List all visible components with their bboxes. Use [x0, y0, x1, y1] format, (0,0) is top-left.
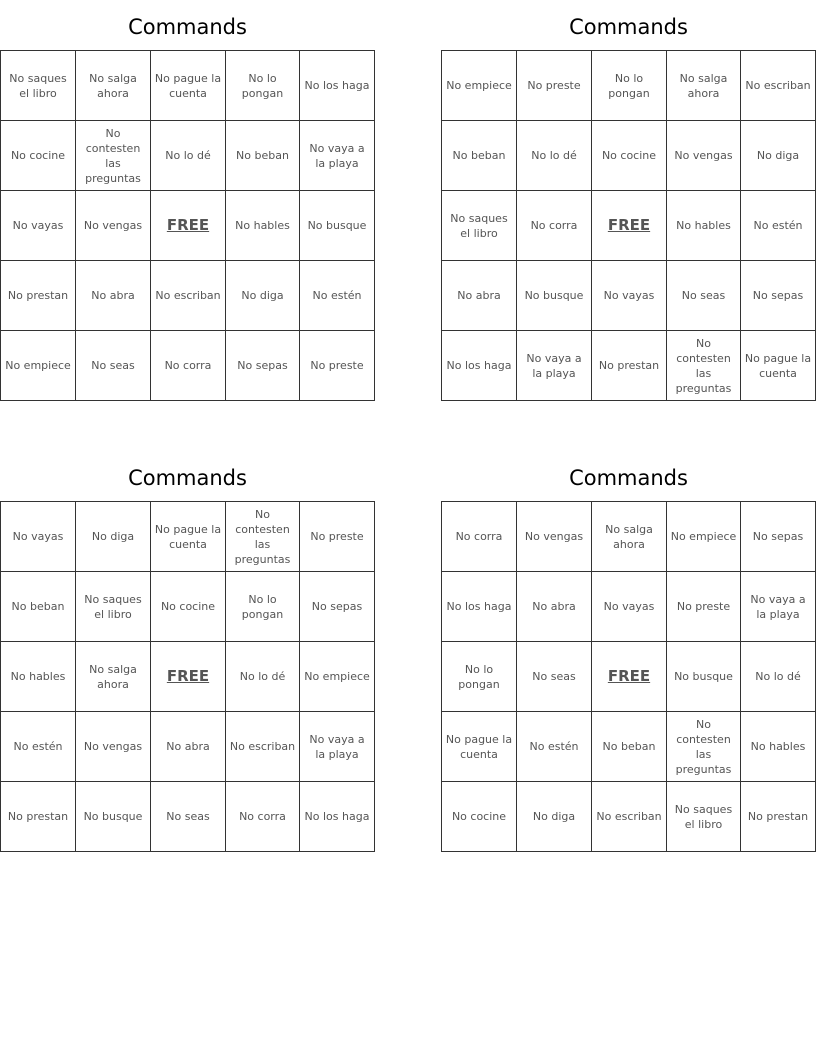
- bingo-cell: No vaya a la playa: [517, 331, 592, 401]
- bingo-grid: [0, 50, 375, 401]
- card-title: Commands: [569, 15, 688, 39]
- bingo-cell: No empiece: [667, 502, 741, 572]
- card-title: Commands: [128, 15, 247, 39]
- bingo-cell: No diga: [741, 121, 816, 191]
- bingo-cell: No salga ahora: [667, 51, 741, 121]
- bingo-cell: No lo pongan: [226, 51, 300, 121]
- bingo-cell: No prestan: [741, 782, 816, 852]
- bingo-cell: No lo dé: [151, 121, 226, 191]
- bingo-cell: No abra: [76, 261, 151, 331]
- bingo-cell: No vengas: [667, 121, 741, 191]
- free-space: FREE: [151, 191, 226, 261]
- bingo-cell: No prestan: [1, 261, 76, 331]
- bingo-cell: No busque: [76, 782, 151, 852]
- free-space: FREE: [151, 642, 226, 712]
- bingo-cell: No lo pongan: [592, 51, 667, 121]
- bingo-cell: No lo dé: [517, 121, 592, 191]
- bingo-cell: No contesten las preguntas: [226, 502, 300, 572]
- free-space: FREE: [592, 191, 667, 261]
- free-space: FREE: [592, 642, 667, 712]
- bingo-cell: No hables: [226, 191, 300, 261]
- bingo-cell: No contesten las preguntas: [667, 331, 741, 401]
- bingo-cell: No corra: [517, 191, 592, 261]
- bingo-cell: No saques el libro: [1, 51, 76, 121]
- bingo-cell: No cocine: [151, 572, 226, 642]
- bingo-cell: No abra: [442, 261, 517, 331]
- bingo-cell: No hables: [667, 191, 741, 261]
- bingo-cell: No vaya a la playa: [300, 712, 375, 782]
- bingo-cell: No beban: [1, 572, 76, 642]
- bingo-cell: No empiece: [1, 331, 76, 401]
- bingo-cell: No vaya a la playa: [741, 572, 816, 642]
- bingo-cell: No estén: [517, 712, 592, 782]
- bingo-cell: No pague la cuenta: [442, 712, 517, 782]
- bingo-cell: No cocine: [1, 121, 76, 191]
- bingo-cell: No beban: [442, 121, 517, 191]
- bingo-cell: No vayas: [592, 572, 667, 642]
- bingo-cell: No vayas: [1, 191, 76, 261]
- bingo-cell: No empiece: [442, 51, 517, 121]
- card-title: Commands: [128, 466, 247, 490]
- bingo-cell: No pague la cuenta: [151, 51, 226, 121]
- bingo-cell: No pague la cuenta: [741, 331, 816, 401]
- bingo-cell: No sepas: [741, 261, 816, 331]
- bingo-cell: No diga: [76, 502, 151, 572]
- bingo-cell: No seas: [151, 782, 226, 852]
- bingo-cell: No contesten las preguntas: [667, 712, 741, 782]
- bingo-cell: No pague la cuenta: [151, 502, 226, 572]
- bingo-cell: No vengas: [76, 712, 151, 782]
- bingo-cell: No preste: [300, 331, 375, 401]
- bingo-cell: No sepas: [226, 331, 300, 401]
- bingo-cell: No contesten las preguntas: [76, 121, 151, 191]
- bingo-cell: No los haga: [442, 331, 517, 401]
- bingo-cell: No saques el libro: [667, 782, 741, 852]
- bingo-cell: No abra: [151, 712, 226, 782]
- bingo-cell: No escriban: [592, 782, 667, 852]
- bingo-cell: No preste: [517, 51, 592, 121]
- bingo-cell: No los haga: [442, 572, 517, 642]
- bingo-cell: No salga ahora: [76, 51, 151, 121]
- bingo-cell: No escriban: [741, 51, 816, 121]
- bingo-cell: No sepas: [741, 502, 816, 572]
- bingo-cell: No lo pongan: [226, 572, 300, 642]
- bingo-cell: No salga ahora: [76, 642, 151, 712]
- bingo-cell: No saques el libro: [442, 191, 517, 261]
- bingo-cell: No beban: [592, 712, 667, 782]
- bingo-cell: No beban: [226, 121, 300, 191]
- bingo-cell: No diga: [517, 782, 592, 852]
- bingo-cell: No corra: [442, 502, 517, 572]
- bingo-cell: No hables: [741, 712, 816, 782]
- bingo-cell: No prestan: [592, 331, 667, 401]
- bingo-cell: No escriban: [151, 261, 226, 331]
- bingo-cell: No escriban: [226, 712, 300, 782]
- bingo-cell: No busque: [300, 191, 375, 261]
- bingo-cell: No vengas: [517, 502, 592, 572]
- bingo-cell: No salga ahora: [592, 502, 667, 572]
- bingo-cell: No estén: [1, 712, 76, 782]
- card-title: Commands: [569, 466, 688, 490]
- bingo-cell: No empiece: [300, 642, 375, 712]
- bingo-cell: No estén: [741, 191, 816, 261]
- bingo-cell: No lo dé: [741, 642, 816, 712]
- bingo-cell: No cocine: [592, 121, 667, 191]
- bingo-cell: No seas: [517, 642, 592, 712]
- bingo-cell: No sepas: [300, 572, 375, 642]
- bingo-cell: No seas: [76, 331, 151, 401]
- bingo-cell: No preste: [300, 502, 375, 572]
- bingo-grid: [441, 501, 816, 852]
- bingo-cell: No los haga: [300, 51, 375, 121]
- bingo-cell: No busque: [517, 261, 592, 331]
- bingo-cell: No preste: [667, 572, 741, 642]
- bingo-cell: No prestan: [1, 782, 76, 852]
- bingo-cell: No abra: [517, 572, 592, 642]
- bingo-cell: No corra: [151, 331, 226, 401]
- bingo-cell: No saques el libro: [76, 572, 151, 642]
- bingo-cell: No vengas: [76, 191, 151, 261]
- bingo-cell: No estén: [300, 261, 375, 331]
- bingo-cell: No lo pongan: [442, 642, 517, 712]
- bingo-cell: No vayas: [592, 261, 667, 331]
- bingo-cell: No diga: [226, 261, 300, 331]
- bingo-grid: [0, 501, 375, 852]
- bingo-grid: [441, 50, 816, 401]
- bingo-cell: No cocine: [442, 782, 517, 852]
- bingo-cell: No los haga: [300, 782, 375, 852]
- bingo-cell: No vayas: [1, 502, 76, 572]
- bingo-cell: No hables: [1, 642, 76, 712]
- bingo-cell: No corra: [226, 782, 300, 852]
- bingo-cell: No vaya a la playa: [300, 121, 375, 191]
- bingo-cell: No lo dé: [226, 642, 300, 712]
- bingo-cell: No seas: [667, 261, 741, 331]
- bingo-cell: No busque: [667, 642, 741, 712]
